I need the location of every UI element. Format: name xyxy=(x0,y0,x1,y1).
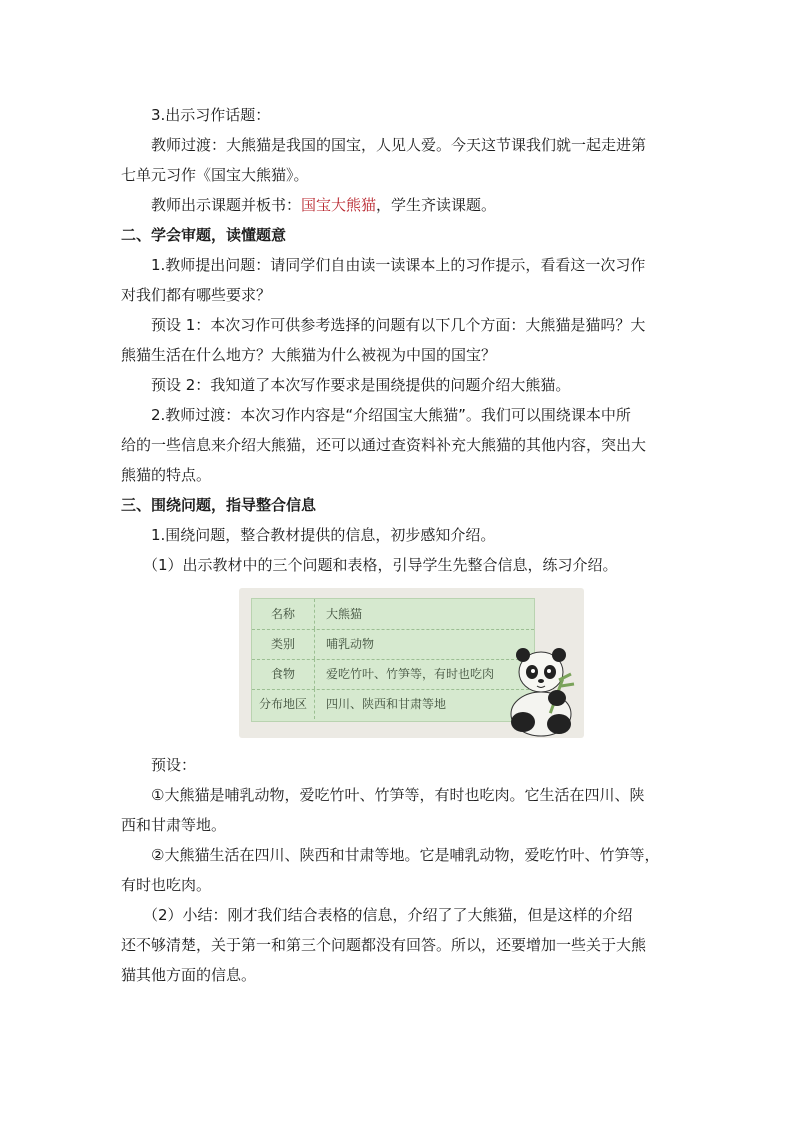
paragraph-line: （1）出示教材中的三个问题和表格，引导学生先整合信息，练习介绍。 xyxy=(143,556,618,574)
lesson-title-highlight: 国宝大熊猫 xyxy=(301,196,377,214)
paragraph-line: 西和甘肃等地。 xyxy=(121,816,227,834)
paragraph-line: 1.教师提出问题：请同学们自由读一读课本上的习作提示，看看这一次习作 xyxy=(151,256,646,274)
table-value: 爱吃竹叶、竹笋等，有时也吃肉 xyxy=(326,667,495,681)
paragraph-line: 熊猫生活在什么地方？大熊猫为什么被视为中国的国宝？ xyxy=(121,346,497,364)
document-body xyxy=(121,100,676,990)
table-key: 类别 xyxy=(252,629,315,659)
table-key: 食物 xyxy=(252,659,315,689)
step-3-heading: 3.出示习作话题： xyxy=(151,106,271,124)
paragraph-line: 教师过渡：大熊猫是我国的国宝，人见人爱。今天这节课我们就一起走进第 xyxy=(151,136,647,154)
paragraph-line: 1.围绕问题，整合教材提供的信息，初步感知介绍。 xyxy=(151,526,496,544)
table-value: 哺乳动物 xyxy=(326,637,375,651)
section-heading-3: 三、围绕问题，指导整合信息 xyxy=(121,496,317,514)
paragraph-line: ②大熊猫生活在四川、陕西和甘肃等地。它是哺乳动物，爱吃竹叶、竹笋等， xyxy=(151,846,660,864)
section-heading-2: 二、学会审题，读懂题意 xyxy=(121,226,287,244)
table-row xyxy=(252,599,534,630)
paragraph-line xyxy=(121,190,676,220)
table-row xyxy=(252,659,534,690)
table-value: 四川、陕西和甘肃等地 xyxy=(326,697,447,711)
textbook-table-image xyxy=(239,588,584,738)
paragraph-text: ，学生齐读课题。 xyxy=(376,196,497,214)
paragraph-line: 预设 1：本次习作可供参考选择的问题有以下几个方面：大熊猫是猫吗？大 xyxy=(151,316,646,334)
paragraph-line: 七单元习作《国宝大熊猫》。 xyxy=(121,166,309,184)
paragraph-line: 2.教师过渡：本次习作内容是“介绍国宝大熊猫”。我们可以围绕课本中所 xyxy=(151,406,631,424)
paragraph-line: 给的一些信息来介绍大熊猫，还可以通过查资料补充大熊猫的其他内容，突出大 xyxy=(121,436,647,454)
info-table xyxy=(251,598,535,722)
paragraph-line: 还不够清楚，关于第一和第三个问题都没有回答。所以，还要增加一些关于大熊 xyxy=(121,936,647,954)
panda-illustration xyxy=(501,640,581,738)
paragraph-line: 对我们都有哪些要求？ xyxy=(121,286,272,304)
paragraph-line: （2）小结：刚才我们结合表格的信息，介绍了了大熊猫，但是这样的介绍 xyxy=(143,906,633,924)
paragraph-text: 教师出示课题并板书： xyxy=(151,196,302,214)
preset-label: 预设： xyxy=(151,756,197,774)
paragraph-line: 猫其他方面的信息。 xyxy=(121,966,257,984)
paragraph-line: 预设 2：我知道了本次写作要求是围绕提供的问题介绍大熊猫。 xyxy=(151,376,571,394)
table-key: 分布地区 xyxy=(252,689,315,719)
table-value: 大熊猫 xyxy=(326,607,363,621)
table-row xyxy=(252,629,534,660)
paragraph-line: ①大熊猫是哺乳动物，爱吃竹叶、竹笋等，有时也吃肉。它生活在四川、陕 xyxy=(151,786,645,804)
table-key: 名称 xyxy=(252,599,315,629)
paragraph-line: 有时也吃肉。 xyxy=(121,876,212,894)
table-row xyxy=(252,689,534,719)
paragraph-line: 熊猫的特点。 xyxy=(121,466,212,484)
